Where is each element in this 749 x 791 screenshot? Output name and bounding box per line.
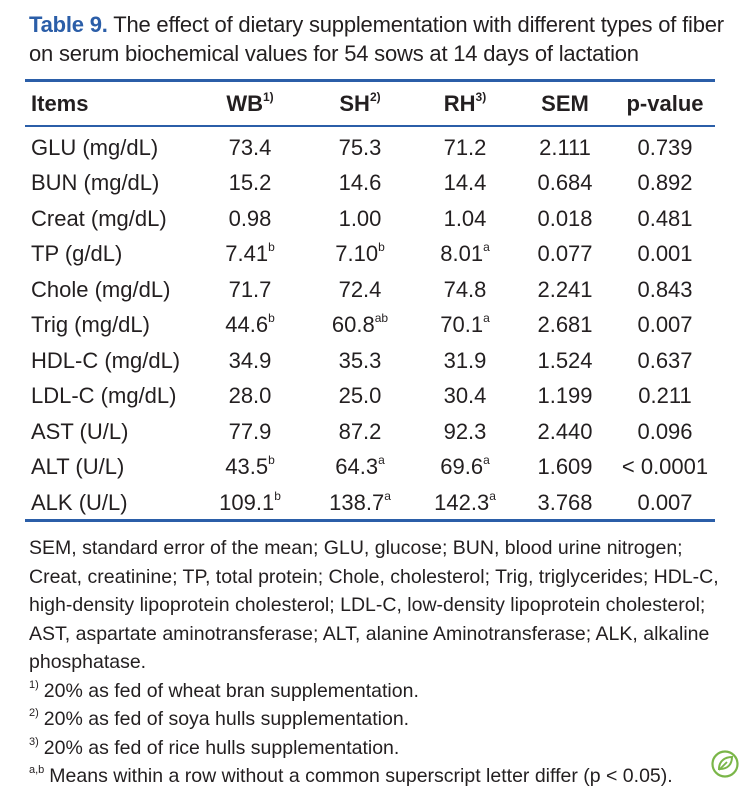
leaf-badge-icon xyxy=(710,749,740,779)
cell-rh: 74.8 xyxy=(443,276,487,302)
row-item: AST (U/L) xyxy=(31,418,129,444)
cell-sem: 2.241 xyxy=(537,276,593,302)
cell-wb: 73.4 xyxy=(228,134,272,160)
cell-rh: 69.6$^a$ xyxy=(440,453,490,480)
footnote-sh: $^{2)}$ 20% as fed of soya hulls supplementation. xyxy=(29,707,410,730)
cell-sem: 1.524 xyxy=(537,347,593,373)
cell-sem: 2.440 xyxy=(537,418,593,444)
footnote-superscripts: $^{a,b}$ Means within a row without a common superscript letter differ (p < 0.05). xyxy=(29,764,673,787)
row-item: Trig (mg/dL) xyxy=(31,312,150,338)
cell-pvalue: 0.892 xyxy=(637,170,693,196)
abbreviations-note: SEM, standard error of the mean; GLU, glucose; BUN, blood urine nitrogen; Creat, creatinine; TP, total protein; Chole, cholesterol; Trig, triglycerides; HDL-C, high-density lipoprotein cholesterol; LDL-C, low-density lipoprotein cholesterol; AST, aspartate aminotransferase; ALT, alanine Aminotransferase; ALK, alkaline phosphatase. xyxy=(29,537,719,673)
cell-sh: 7.10$^b$ xyxy=(335,240,385,267)
row-item: BUN (mg/dL) xyxy=(31,170,160,196)
header-sem: SEM xyxy=(541,90,589,116)
table-row xyxy=(25,166,715,202)
cell-wb: 28.0 xyxy=(228,383,272,409)
cell-pvalue: 0.007 xyxy=(637,489,693,515)
table-row xyxy=(25,414,715,450)
cell-sh: 75.3 xyxy=(338,134,382,160)
cell-sh: 138.7$^a$ xyxy=(329,488,391,515)
table-row xyxy=(25,201,715,237)
row-item: TP (g/dL) xyxy=(31,241,123,267)
cell-rh: 8.01$^a$ xyxy=(440,240,490,267)
cell-rh: 31.9 xyxy=(443,347,487,373)
cell-sem: 0.684 xyxy=(537,170,593,196)
cell-sem: 2.681 xyxy=(537,312,593,338)
cell-wb: 34.9 xyxy=(228,347,272,373)
data-table xyxy=(25,82,715,521)
table-row xyxy=(25,308,715,344)
table-row xyxy=(25,485,715,521)
cell-sem: 1.609 xyxy=(537,454,593,480)
table-title: The effect of dietary supplementation with different types of fiber on serum biochemical values for 54 sows at 14 days of lactation xyxy=(29,12,724,66)
cell-rh: 71.2 xyxy=(443,134,487,160)
row-item: LDL-C (mg/dL) xyxy=(31,383,177,409)
table-label: Table 9. xyxy=(29,12,108,37)
cell-rh: 14.4 xyxy=(443,170,487,196)
cell-sh: 35.3 xyxy=(338,347,382,373)
header-items: Items xyxy=(31,90,89,116)
cell-pvalue: < 0.0001 xyxy=(621,454,709,480)
cell-pvalue: 0.007 xyxy=(637,312,693,338)
footnote-wb: $^{1)}$ 20% as fed of wheat bran supplementation. xyxy=(29,678,419,702)
header-rh: RH$^{3)}$ xyxy=(443,89,487,116)
cell-wb: 71.7 xyxy=(228,276,272,302)
cell-pvalue: 0.637 xyxy=(637,347,693,373)
cell-sh: 14.6 xyxy=(338,170,382,196)
cell-pvalue: 0.739 xyxy=(637,134,693,160)
row-item: Creat (mg/dL) xyxy=(31,205,167,231)
cell-sem: 0.018 xyxy=(537,205,593,231)
row-item: ALT (U/L) xyxy=(31,454,125,480)
cell-rh: 142.3$^a$ xyxy=(434,488,496,515)
cell-pvalue: 0.001 xyxy=(637,241,693,267)
cell-sem: 2.111 xyxy=(539,134,591,160)
header-sh: SH$^{2)}$ xyxy=(339,89,381,116)
table-header-row xyxy=(25,82,715,125)
cell-pvalue: 0.096 xyxy=(637,418,693,444)
table-row xyxy=(25,343,715,379)
table-footnotes xyxy=(29,534,729,791)
cell-wb: 44.6$^b$ xyxy=(225,311,275,338)
cell-wb: 0.98 xyxy=(228,205,272,231)
table-row xyxy=(25,450,715,486)
cell-wb: 77.9 xyxy=(228,418,272,444)
cell-sh: 25.0 xyxy=(338,383,382,409)
cell-wb: 109.1$^b$ xyxy=(219,488,281,515)
cell-pvalue: 0.211 xyxy=(638,383,692,409)
footnote-rh: $^{3)}$ 20% as fed of rice hulls supplementation. xyxy=(29,735,400,759)
row-item: ALK (U/L) xyxy=(31,489,128,515)
cell-rh: 70.1$^a$ xyxy=(440,311,490,338)
cell-sem: 3.768 xyxy=(537,489,593,515)
cell-sh: 1.00 xyxy=(338,205,382,231)
cell-sh: 64.3$^a$ xyxy=(335,453,385,480)
header-wb: WB$^{1)}$ xyxy=(226,89,274,116)
table-caption xyxy=(29,10,729,68)
cell-rh: 30.4 xyxy=(443,383,487,409)
cell-pvalue: 0.843 xyxy=(637,276,693,302)
cell-sh: 87.2 xyxy=(338,418,382,444)
cell-rh: 92.3 xyxy=(443,418,487,444)
cell-wb: 15.2 xyxy=(228,170,272,196)
table-row xyxy=(25,272,715,308)
table-row xyxy=(25,379,715,415)
table-row xyxy=(25,237,715,273)
row-item: HDL-C (mg/dL) xyxy=(31,347,181,373)
cell-sh: 60.8$^{ab}$ xyxy=(331,311,389,338)
table-row xyxy=(25,125,715,166)
cell-sh: 72.4 xyxy=(338,276,382,302)
cell-sem: 0.077 xyxy=(537,241,593,267)
cell-wb: 43.5$^b$ xyxy=(225,453,275,480)
row-item: Chole (mg/dL) xyxy=(31,276,171,302)
cell-sem: 1.199 xyxy=(537,383,593,409)
cell-rh: 1.04 xyxy=(443,205,487,231)
cell-pvalue: 0.481 xyxy=(637,205,693,231)
cell-wb: 7.41$^b$ xyxy=(225,240,275,267)
row-item: GLU (mg/dL) xyxy=(31,134,159,160)
header-pvalue: p-value xyxy=(626,90,704,116)
